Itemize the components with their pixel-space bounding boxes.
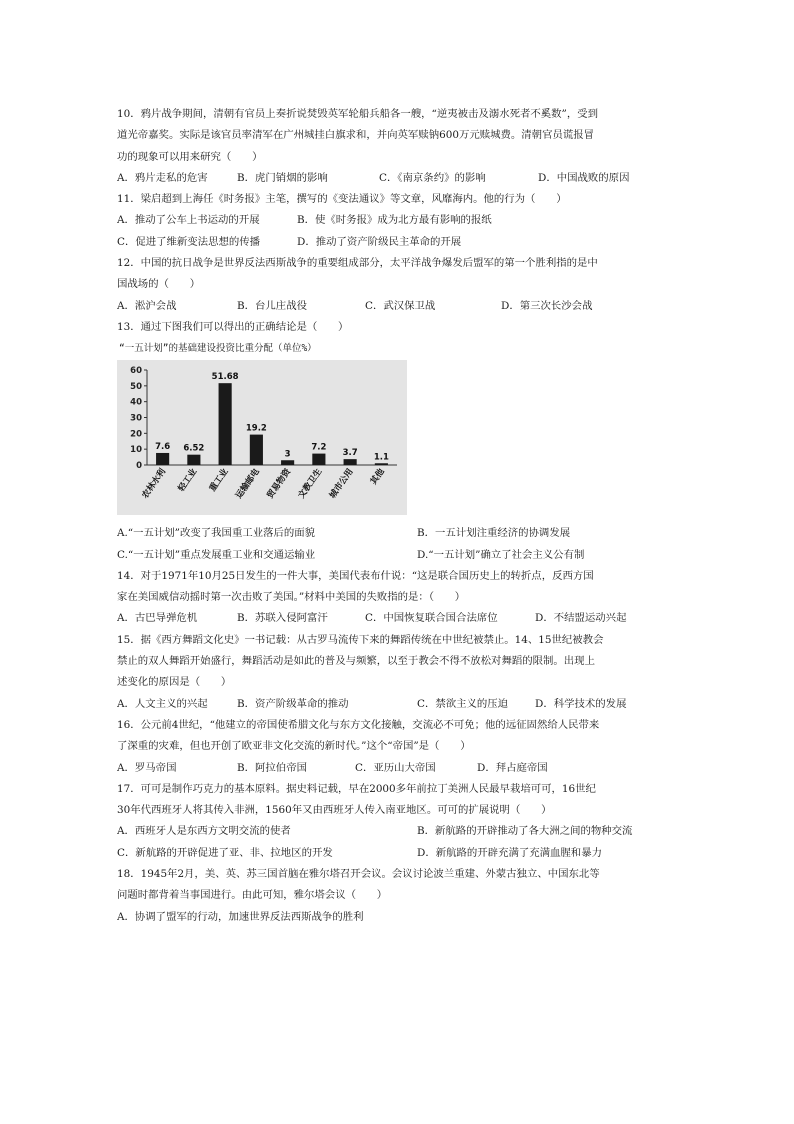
- y-tick-label: 50: [130, 382, 142, 393]
- question-10-options: [117, 168, 687, 189]
- question-15-line-1: 15．据《西方舞蹈文化史》一书记载：从古罗马流传下来的舞蹈传统在中世纪被禁止。14、15世纪被教会: [117, 633, 604, 646]
- option-b: B．新航路的开辟推动了各大洲之间的物种交流: [417, 825, 633, 838]
- bar: [187, 455, 200, 465]
- option-c: C．中国恢复联合国合法席位: [365, 612, 498, 625]
- bar: [312, 454, 325, 465]
- question-17-options-row-1: [117, 821, 687, 842]
- question-17-options-row-2: [117, 843, 687, 864]
- option-c: C．亚历山大帝国: [355, 761, 436, 774]
- option-c: C．促进了维新变法思想的传播: [117, 235, 261, 248]
- x-tick-label: 城市公用: [327, 467, 356, 501]
- option-a: A．推动了公车上书运动的开展: [117, 214, 260, 227]
- option-d: D．推动了资产阶级民主革命的开展: [297, 235, 462, 248]
- question-12-line-2: 国战场的（ ）: [117, 278, 201, 291]
- question-11: [117, 189, 687, 253]
- question-16-line-2: 了深重的灾难，但也开创了欧亚非文化交流的新时代。”这个“帝国”是（ ）: [117, 740, 471, 753]
- question-11-options-row-1: [117, 210, 687, 231]
- option-c: C．《南京条约》的影响: [379, 171, 486, 184]
- data-label: 3: [284, 449, 291, 460]
- data-label: 3.7: [342, 448, 358, 459]
- option-d: D．第三次长沙会战: [501, 299, 593, 312]
- question-12-options: [117, 296, 687, 317]
- data-label: 6.52: [183, 443, 205, 454]
- option-c: C.“一五计划”重点发展重工业和交通运输业: [117, 548, 316, 561]
- data-label: 19.2: [245, 423, 267, 434]
- question-14: [117, 566, 687, 630]
- option-d: D．不结盟运动兴起: [535, 612, 627, 625]
- option-b: B．苏联入侵阿富汗: [237, 612, 328, 625]
- chart-title: “一五计划”的基础建设投资比重分配（单位%）: [119, 343, 317, 355]
- option-b: B．台儿庄战役: [237, 299, 307, 312]
- option-b: B．虎门销烟的影响: [237, 171, 328, 184]
- x-tick-label: 贸易物资: [265, 467, 294, 501]
- question-12-line-1: 12．中国的抗日战争是世界反法西斯战争的重要组成部分，太平洋战争爆发后盟军的第一个胜利指的是中: [117, 257, 598, 270]
- data-label: 7.2: [311, 442, 327, 453]
- question-11-options-row-2: [117, 232, 687, 253]
- y-tick-label: 10: [130, 445, 142, 456]
- question-14-line-1: 14．对于1971年10月25日发生的一件大事，美国代表布什说：“这是联合国历史上的转折点，反西方国: [117, 569, 594, 582]
- question-17-line-1: 17．可可是制作巧克力的基本原料。据史料记载，早在2000多年前拉丁美洲人民最早栽培可可，16世纪: [117, 782, 596, 795]
- option-b: B．一五计划注重经济的协调发展: [417, 527, 571, 540]
- question-15-line-3: 述变化的原因是（ ）: [117, 676, 232, 689]
- option-a: A．鸦片走私的危害: [117, 171, 208, 184]
- option-a: A．西班牙人是东西方文明交流的使者: [117, 825, 291, 838]
- option-d: D．新航路的开辟充满了充满血腥和暴力: [417, 846, 602, 859]
- question-18-option-a: A．协调了盟军的行动，加速世界反法西斯战争的胜利: [117, 910, 364, 923]
- bar-chart-svg: [117, 360, 407, 515]
- bar: [156, 453, 169, 465]
- question-10-line-1: 10．鸦片战争期间，清朝有官员上奏折说焚毁英军轮船兵船各一艘，“逆夷被击及溺水死者不奚数”，受到: [117, 108, 599, 120]
- question-10-line-3: 功的现象可以用来研究（ ）: [117, 150, 263, 163]
- option-d: D．拜占庭帝国: [477, 761, 548, 774]
- option-d: D.“一五计划”确立了社会主义公有制: [417, 548, 585, 561]
- bar-chart: [117, 360, 407, 515]
- question-18-line-1: 18．1945年2月，美、英、苏三国首脑在雅尔塔召开会议。会议讨论波兰重建、外蒙古独立、中国东北等: [117, 868, 600, 881]
- y-tick-label: 30: [130, 413, 142, 424]
- question-15-line-2: 禁止的双人舞蹈开始盛行，舞蹈活动是如此的普及与频繁，以至于教会不得不放松对舞蹈的限制。出现上: [117, 655, 595, 668]
- x-tick-label: 轻工业: [176, 467, 200, 494]
- question-13-options-row-2: [117, 545, 687, 566]
- option-a: A．淞沪会战: [117, 299, 177, 312]
- option-c: C．禁欲主义的压迫: [417, 697, 509, 710]
- option-d: D．科学技术的发展: [535, 697, 627, 710]
- option-a: A.“一五计划”改变了我国重工业落后的面貌: [117, 527, 316, 540]
- question-11-line-1: 11．梁启超到上海任《时务报》主笔，撰写的《变法通议》等文章，风靡海内。他的行为（ ）: [117, 193, 567, 206]
- question-13-line-1: 13．通过下图我们可以得出的正确结论是（ ）: [117, 320, 349, 333]
- y-tick-label: 60: [130, 366, 142, 377]
- question-12: [117, 253, 687, 317]
- question-14-line-2: 家在美国威信动摇时第一次击败了美国。”材料中美国的失败指的是：（ ）: [117, 591, 466, 604]
- question-13: [117, 317, 687, 566]
- bar: [281, 461, 294, 466]
- x-tick-label: 农林水利: [140, 467, 169, 501]
- question-18-line-2: 问题时都背着当事国进行。由此可知，雅尔塔会议（ ）: [117, 889, 388, 902]
- option-a: A．人文主义的兴起: [117, 697, 208, 710]
- option-a: A．罗马帝国: [117, 761, 177, 774]
- option-c: C．新航路的开辟促进了亚、非、拉地区的开发: [117, 846, 333, 859]
- option-b: B．资产阶级革命的推动: [237, 697, 349, 710]
- question-13-options-row-1: [117, 523, 687, 544]
- x-tick-label: 其他: [368, 467, 387, 487]
- question-18: [117, 864, 687, 928]
- bar: [250, 435, 263, 465]
- data-label: 51.68: [211, 372, 239, 383]
- question-17-line-2: 30年代西班牙人将其传入非洲，1560年又由西班牙人传入南亚地区。可可的扩展说明（ ）: [117, 804, 552, 817]
- data-label: 7.6: [155, 442, 171, 453]
- question-10-line-2: 道光帝嘉奖。实际是该官员率清军在广州城挂白旗求和，并向英军赎钠600万元赎城费。清朝官员谎报冒: [117, 129, 595, 142]
- question-15: [117, 630, 687, 715]
- question-16-line-1: 16．公元前4世纪，“他建立的帝国使希腊文化与东方文化接触，交流必不可免；他的远征固然给人民带来: [117, 718, 600, 731]
- x-tick-label: 文教卫生: [296, 467, 325, 501]
- question-17: [117, 779, 687, 864]
- option-b: B．使《时务报》成为北方最有影响的报纸: [297, 214, 492, 227]
- question-15-options: [117, 694, 687, 715]
- question-14-options: [117, 608, 687, 629]
- question-16-options: [117, 758, 687, 779]
- y-tick-label: 20: [130, 429, 142, 440]
- data-label: 1.1: [373, 452, 389, 463]
- x-tick-label: 重工业: [207, 467, 231, 494]
- x-tick-label: 运输邮电: [234, 467, 262, 501]
- exam-content: [117, 104, 687, 928]
- y-tick-label: 0: [136, 461, 142, 472]
- option-a: A．古巴导弹危机: [117, 612, 198, 625]
- question-10: [117, 104, 687, 189]
- option-c: C．武汉保卫战: [365, 299, 436, 312]
- bar: [375, 464, 388, 466]
- question-16: [117, 715, 687, 779]
- bar: [344, 459, 357, 465]
- bar: [219, 383, 232, 465]
- option-d: D．中国战败的原因: [538, 171, 630, 184]
- option-b: B．阿拉伯帝国: [237, 761, 307, 774]
- y-tick-label: 40: [130, 397, 142, 408]
